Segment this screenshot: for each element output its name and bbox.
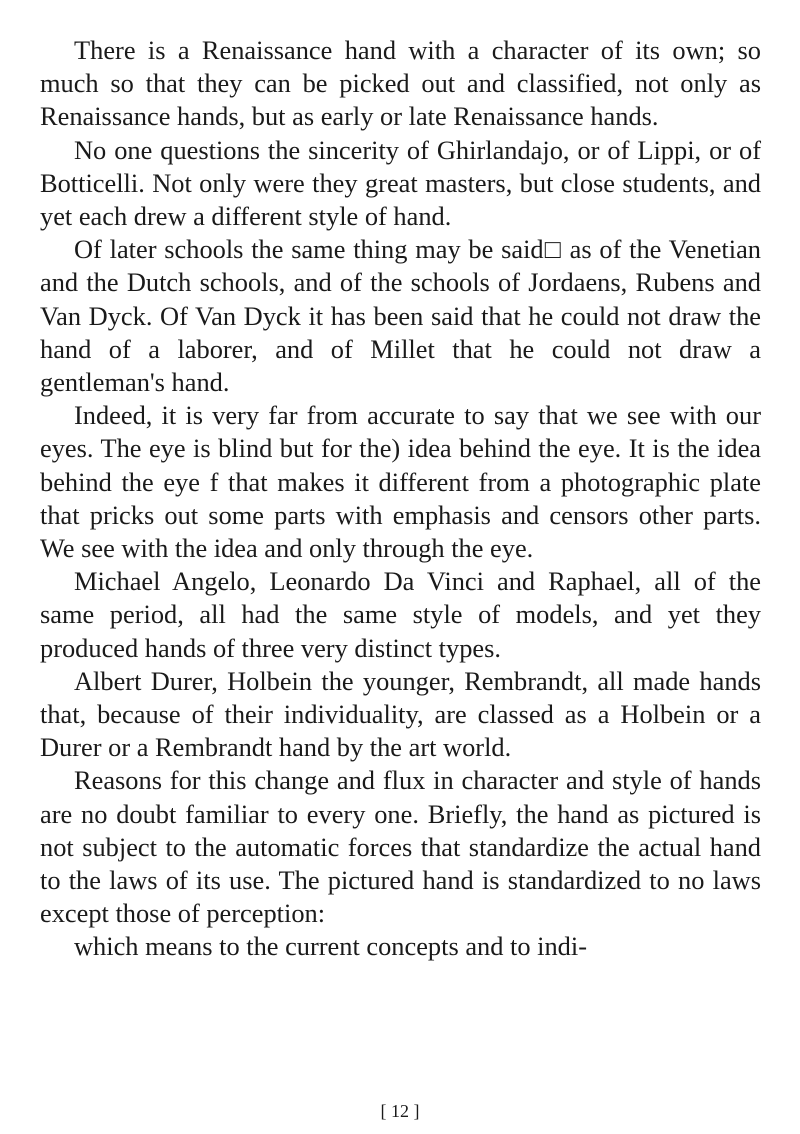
paragraph-3: Of later schools the same thing may be said□ as of the Venetian and the Dutch schools, and of the schools of Jordaens, Rubens and Van Dyck. Of Van Dyck it has been said that he could not draw the hand of a laborer, and of Millet that he could not draw a gentleman's hand. — [40, 234, 761, 398]
paragraph-7: Reasons for this change and flux in character and style of hands are no doubt familiar to every one. Briefly, the hand as pictured is not subject to the automatic forces that standardize the actual hand to the laws of its use. The pictured hand is standardized to no laws except those of perception: — [40, 765, 761, 929]
paragraph-8: which means to the current concepts and to indi- — [74, 931, 587, 962]
paragraph-2: No one questions the sincerity of Ghirlandajo, or of Lippi, or of Botticelli. Not only were they great masters, but close students, and yet each drew a different style of hand. — [40, 134, 761, 232]
paragraph-1: There is a Renaissance hand with a character of its own; so much so that they can be picked out and classified, not only as Renaissance hands, but as early or late Renaissance hands. — [40, 35, 761, 132]
paragraph-4: Indeed, it is very far from accurate to say that we see with our eyes. The eye is blind but for the) idea behind the eye. It is the idea behind the eye f that makes it different from a photographic plate that pricks out some parts with emphasis and censors other parts. We see with the idea and only through the eye. — [40, 400, 761, 564]
page-body — [40, 34, 761, 964]
paragraph-6: Albert Durer, Holbein the younger, Rembrandt, all made hands that, because of their individuality, are classed as a Holbein or a Durer or a Rembrandt hand by the art world. — [40, 665, 761, 763]
page-number: [ 12 ] — [380, 1101, 420, 1121]
paragraph-5: Michael Angelo, Leonardo Da Vinci and Raphael, all of the same period, all had the same style of models, and yet they produced hands of three very distinct types. — [40, 566, 761, 663]
